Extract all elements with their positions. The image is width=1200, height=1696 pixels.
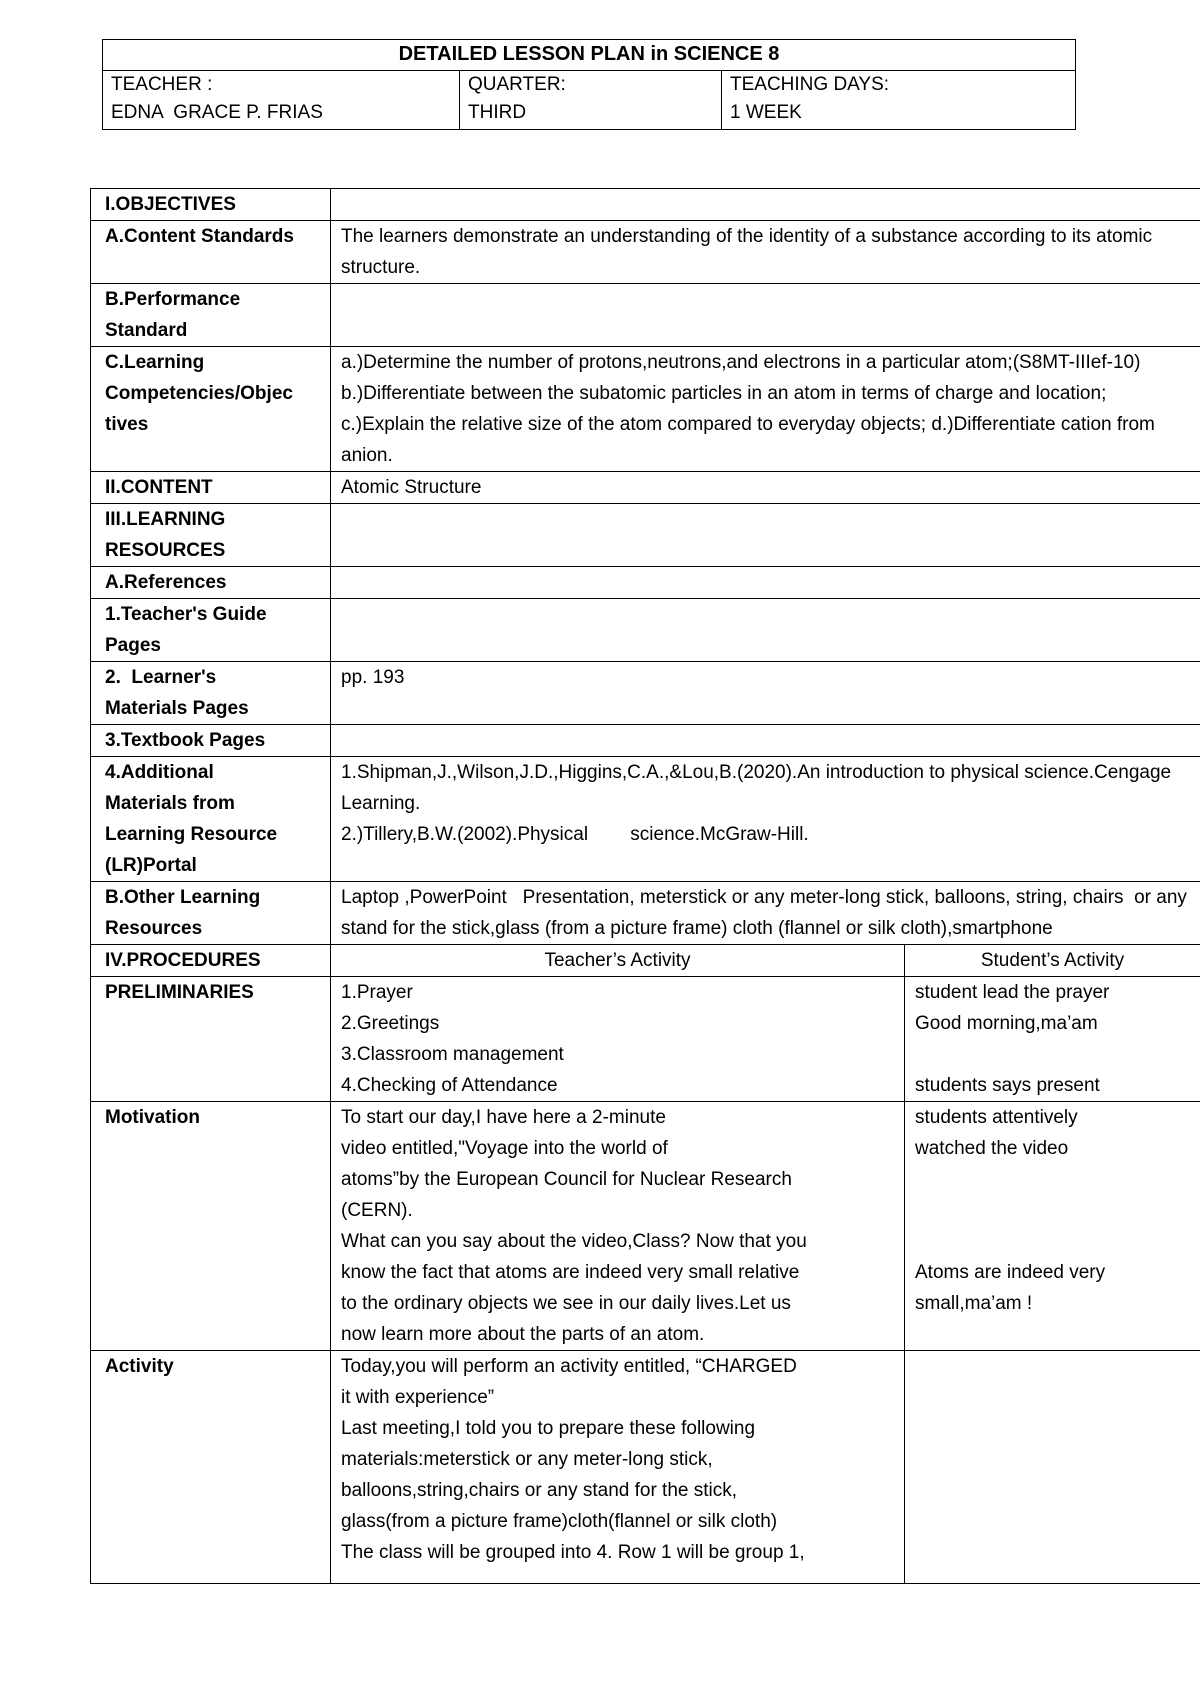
motivation-line: To start our day,I have here a 2-minute: [341, 1107, 666, 1128]
document-title: DETAILED LESSON PLAN in SCIENCE 8: [103, 40, 1076, 71]
content-standards-row: [91, 221, 1200, 284]
teaching-days-value: 1 WEEK: [730, 102, 802, 123]
student-response: [915, 1195, 1190, 1226]
motivation-line: video entitled,"Voyage into the world of: [341, 1138, 668, 1159]
other-resources-value: Laptop ,PowerPoint Presentation, meterstick or any meter-long stick, balloons, string, chairs or any stand for the stick,glass (from a picture frame) cloth (flannel or silk cloth),smartphone: [331, 882, 1200, 945]
performance-standard-label-line: Standard: [105, 320, 188, 341]
activity-line: The class will be grouped into 4. Row 1 will be group 1,: [341, 1542, 805, 1563]
additional-reference: 2.)Tillery,B.W.(2002).Physical science.McGraw-Hill.: [341, 824, 809, 845]
additional-materials-label-line: (LR)Portal: [105, 855, 197, 876]
textbook-pages-label: 3.Textbook Pages: [91, 725, 331, 757]
motivation-teacher: [331, 1102, 905, 1351]
teachers-guide-value: [331, 599, 1200, 662]
learning-resources-label: [91, 504, 331, 567]
activity-row: [91, 1351, 1200, 1584]
preliminaries-row: [91, 977, 1200, 1102]
textbook-pages-row: [91, 725, 1200, 757]
preliminaries-teacher: [331, 977, 905, 1102]
procedures-label: IV.PROCEDURES: [91, 945, 331, 977]
learning-competencies-label-line: Competencies/Objec: [105, 383, 293, 404]
motivation-line: now learn more about the parts of an atom.: [341, 1324, 705, 1345]
quarter-value: THIRD: [468, 102, 527, 123]
motivation-row: [91, 1102, 1200, 1351]
performance-standard-value: [331, 284, 1200, 347]
teachers-guide-label-line: 1.Teacher's Guide: [105, 604, 267, 625]
teacher-name: EDNA GRACE P. FRIAS: [111, 102, 323, 123]
additional-materials-label-line: Materials from: [105, 793, 235, 814]
learners-materials-label-line: 2. Learner's: [105, 667, 217, 688]
student-response: students says present: [915, 1075, 1100, 1096]
motivation-student: [905, 1102, 1200, 1351]
activity-label: Activity: [91, 1351, 331, 1584]
lesson-plan-table: [90, 188, 1200, 1584]
content-value: Atomic Structure: [331, 472, 1200, 504]
preliminary-step: 3.Classroom management: [341, 1044, 564, 1065]
performance-standard-row: [91, 284, 1200, 347]
student-response: Good morning,ma’am: [915, 1013, 1098, 1034]
learning-competencies-label-line: tives: [105, 414, 149, 435]
preliminary-step: 1.Prayer: [341, 982, 413, 1003]
preliminary-step: 2.Greetings: [341, 1013, 440, 1034]
additional-materials-label: [91, 757, 331, 882]
additional-materials-row: [91, 757, 1200, 882]
student-response: student lead the prayer: [915, 982, 1110, 1003]
learning-resources-label-line: III.LEARNING: [105, 509, 226, 530]
learning-resources-value: [331, 504, 1200, 567]
other-resources-label: [91, 882, 331, 945]
preliminaries-label: PRELIMINARIES: [91, 977, 331, 1102]
references-label: A.References: [91, 567, 331, 599]
additional-materials-label-line: 4.Additional: [105, 762, 214, 783]
teacher-cell: [103, 71, 460, 130]
activity-line: Today,you will perform an activity entitled, “CHARGED: [341, 1356, 797, 1377]
student-response: [915, 1039, 1190, 1070]
lesson-plan-header-table: [102, 39, 1076, 130]
preliminary-step: 4.Checking of Attendance: [341, 1075, 558, 1096]
motivation-line: know the fact that atoms are indeed very small relative: [341, 1262, 800, 1283]
content-label: II.CONTENT: [91, 472, 331, 504]
other-resources-label-line: Resources: [105, 918, 203, 939]
activity-line: materials:meterstick or any meter-long stick,: [341, 1449, 713, 1470]
learners-materials-label: [91, 662, 331, 725]
teacher-label: TEACHER :: [111, 74, 213, 95]
procedures-row: [91, 945, 1200, 977]
references-row: [91, 567, 1200, 599]
activity-line: glass(from a picture frame)cloth(flannel or silk cloth): [341, 1511, 778, 1532]
additional-materials-value: [331, 757, 1200, 882]
references-value: [331, 567, 1200, 599]
objectives-label: I.OBJECTIVES: [91, 189, 331, 221]
additional-materials-label-line: Learning Resource: [105, 824, 278, 845]
content-standards-label: A.Content Standards: [91, 221, 331, 284]
learning-competencies-label: [91, 347, 331, 472]
learning-competencies-text: [331, 347, 1200, 472]
additional-reference: 1.Shipman,J.,Wilson,J.D.,Higgins,C.A.,&Lou,B.(2020).An introduction to physical science.Cengage Learning.: [341, 762, 1172, 814]
motivation-line: What can you say about the video,Class? Now that you: [341, 1231, 807, 1252]
student-activity-header: Student’s Activity: [905, 945, 1200, 977]
competency-b: b.)Differentiate between the subatomic particles in an atom in terms of charge and location;: [341, 383, 1107, 404]
quarter-cell: [460, 71, 722, 130]
preliminaries-student: [905, 977, 1200, 1102]
student-response: [915, 1164, 1190, 1195]
teachers-guide-label-line: Pages: [105, 635, 161, 656]
motivation-line: (CERN).: [341, 1200, 413, 1221]
student-response: [915, 1226, 1190, 1257]
motivation-line: atoms”by the European Council for Nuclear Research: [341, 1169, 792, 1190]
motivation-label: Motivation: [91, 1102, 331, 1351]
performance-standard-label-line: B.Performance: [105, 289, 241, 310]
student-response: Atoms are indeed very: [915, 1262, 1106, 1283]
competency-c-d: c.)Explain the relative size of the atom compared to everyday objects; d.)Differentiate cation from anion.: [341, 414, 1155, 466]
textbook-pages-value: [331, 725, 1200, 757]
quarter-label: QUARTER:: [468, 74, 566, 95]
student-response: students attentively: [915, 1107, 1078, 1128]
activity-student: [905, 1351, 1200, 1584]
objectives-row: [91, 189, 1200, 221]
student-response: small,ma’am !: [915, 1293, 1033, 1314]
learning-resources-label-line: RESOURCES: [105, 540, 226, 561]
other-resources-row: [91, 882, 1200, 945]
learners-materials-value: pp. 193: [331, 662, 1200, 725]
learning-competencies-row: [91, 347, 1200, 472]
activity-line: it with experience”: [341, 1387, 495, 1408]
teachers-guide-row: [91, 599, 1200, 662]
learners-materials-label-line: Materials Pages: [105, 698, 249, 719]
other-resources-label-line: B.Other Learning: [105, 887, 261, 908]
learners-materials-row: [91, 662, 1200, 725]
learning-resources-row: [91, 504, 1200, 567]
performance-standard-label: [91, 284, 331, 347]
activity-line: balloons,string,chairs or any stand for the stick,: [341, 1480, 738, 1501]
learning-competencies-label-line: C.Learning: [105, 352, 205, 373]
competency-a: a.)Determine the number of protons,neutrons,and electrons in a particular atom;(S8MT-IIIef-10): [341, 352, 1141, 373]
teacher-activity-header: Teacher’s Activity: [331, 945, 905, 977]
objectives-value: [331, 189, 1200, 221]
content-row: [91, 472, 1200, 504]
activity-teacher: [331, 1351, 905, 1584]
content-standards-text: The learners demonstrate an understanding of the identity of a substance according to its atomic structure.: [331, 221, 1200, 284]
student-response: watched the video: [915, 1138, 1069, 1159]
motivation-line: to the ordinary objects we see in our daily lives.Let us: [341, 1293, 791, 1314]
teachers-guide-label: [91, 599, 331, 662]
teaching-days-label: TEACHING DAYS:: [730, 74, 890, 95]
teaching-days-cell: [722, 71, 1076, 130]
activity-line: Last meeting,I told you to prepare these following: [341, 1418, 756, 1439]
